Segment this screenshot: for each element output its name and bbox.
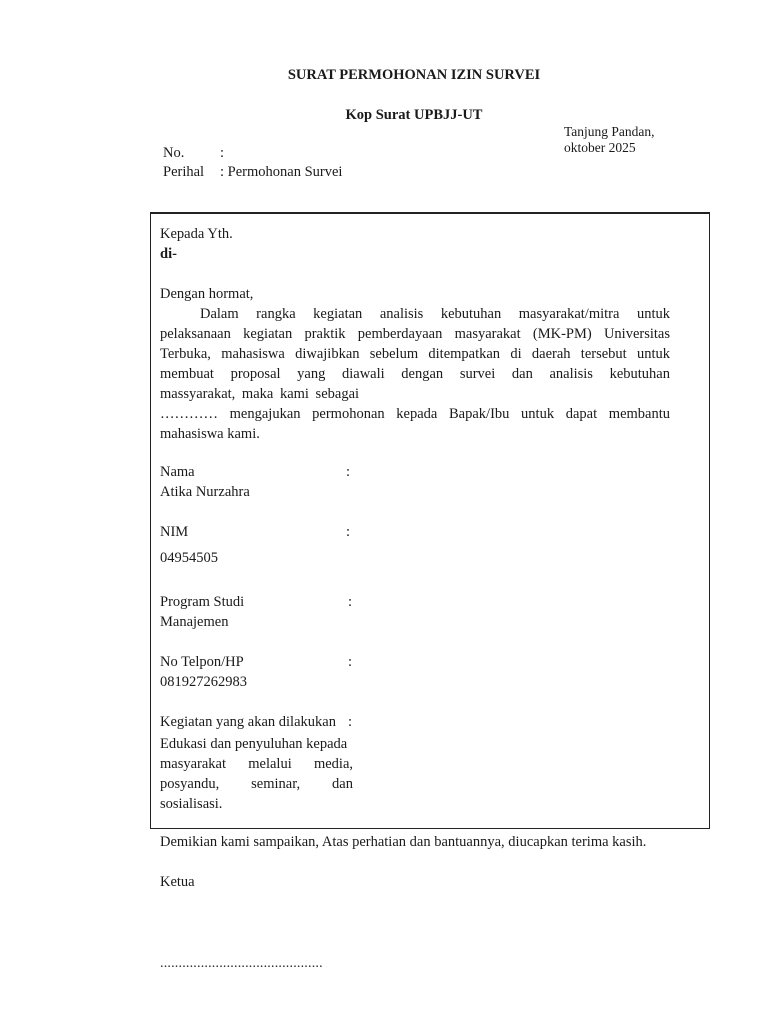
study-program-colon: : <box>348 594 353 610</box>
activity-line: posyandu, seminar, dan <box>160 776 353 792</box>
number-label: No. <box>163 145 185 161</box>
study-program-value: Manajemen <box>160 614 229 630</box>
recipient-line: Kepada Yth. <box>160 226 233 242</box>
paragraph-line: massyarakat, maka kami sebagai <box>160 386 360 402</box>
paragraph-line: ………… mengajukan permohonan kepada Bapak/Ibu untuk dapat membantu <box>160 406 670 422</box>
phone-colon: : <box>348 654 353 670</box>
activity-colon: : <box>348 714 353 730</box>
paragraph-line: mahasiswa kami. <box>160 426 260 442</box>
closing-statement: Demikian kami sampaikan, Atas perhatian dan bantuannya, diucapkan terima kasih. <box>160 834 647 850</box>
phone-label: No Telpon/HP <box>160 654 244 670</box>
nim-colon: : <box>346 524 351 540</box>
paragraph-line: Dalam rangka kegiatan analisis kebutuhan masyarakat/mitra untuk <box>200 306 670 322</box>
date: oktober 2025 <box>564 140 636 155</box>
paragraph-line: membuat proposal yang diawali dengan survei dan analisis kebutuhan <box>160 366 670 382</box>
signature-line: ............................................ <box>160 956 323 971</box>
activity-label: Kegiatan yang akan dilakukan <box>160 714 336 730</box>
recipient-location: di- <box>160 246 177 262</box>
activity-description <box>160 734 353 814</box>
place-date <box>564 124 694 156</box>
signatory-title: Ketua <box>160 874 195 890</box>
letterhead-label: Kop Surat UPBJJ-UT <box>345 107 483 123</box>
paragraph-line: pelaksanaan kegiatan praktik pemberdayaan masyarakat (MK-PM) Universitas <box>160 326 670 342</box>
activity-line: masyarakat melalui media, <box>160 756 353 772</box>
activity-line: Edukasi dan penyuluhan kepada <box>160 736 348 752</box>
paragraph-line: Terbuka, mahasiswa diwajibkan sebelum ditempatkan di daerah tersebut untuk <box>160 346 670 362</box>
name-value: Atika Nurzahra <box>160 484 250 500</box>
phone-value: 081927262983 <box>160 674 247 690</box>
name-colon: : <box>346 464 351 480</box>
subject-label: Perihal <box>163 164 205 180</box>
document-title: SURAT PERMOHONAN IZIN SURVEI <box>287 67 541 83</box>
body-paragraph <box>160 304 670 444</box>
nim-label: NIM <box>160 524 189 540</box>
number-colon: : <box>220 145 225 161</box>
study-program-label: Program Studi <box>160 594 245 610</box>
name-label: Nama <box>160 464 195 480</box>
subject-value: : Permohonan Survei <box>220 164 343 180</box>
greeting: Dengan hormat, <box>160 286 254 302</box>
nim-value: 04954505 <box>160 550 218 566</box>
place: Tanjung Pandan, <box>564 124 655 139</box>
activity-line: sosialisasi. <box>160 796 223 812</box>
